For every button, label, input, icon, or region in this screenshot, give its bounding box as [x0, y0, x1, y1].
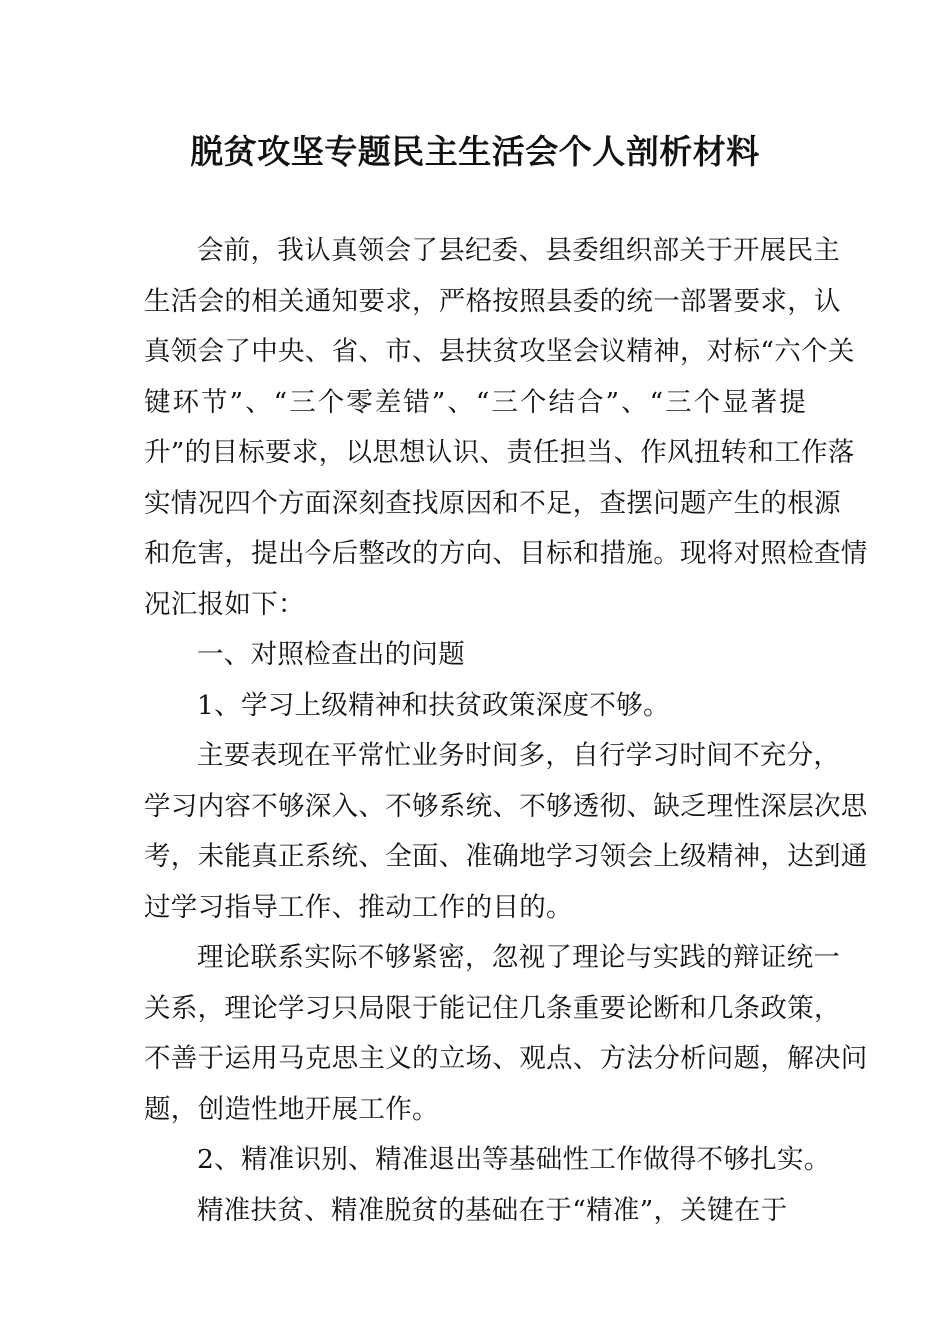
paragraph — [144, 731, 868, 933]
paragraph — [144, 933, 868, 1135]
paragraph — [144, 1186, 806, 1237]
paragraph-line: 实情况四个方面深刻查找原因和不足，查摆问题产生的根源 — [144, 487, 841, 519]
paragraph — [144, 226, 868, 630]
document-body — [144, 226, 868, 1236]
paragraph-line: 和危害，提出今后整改的方向、目标和措施。现将对照检查情 — [144, 538, 868, 569]
paragraph-line: 况汇报如下： — [144, 588, 305, 620]
paragraph-line: 键环节”、“三个零差错”、“三个结合”、“三个显著提 — [144, 386, 806, 418]
paragraph-line: 不善于运用马克思主义的立场、观点、方法分析问题，解决问 — [144, 1043, 868, 1074]
paragraph-line: 主要表现在平常忙业务时间多，自行学习时间不充分， — [197, 740, 841, 771]
paragraph-line: 一、对照检查出的问题 — [197, 639, 465, 670]
document-title: 脱贫攻坚专题民主生活会个人剖析材料 — [190, 132, 760, 171]
paragraph-line: 升”的目标要求，以思想认识、责任担当、作风扭转和工作落 — [144, 437, 855, 468]
paragraph-line: 1、学习上级精神和扶贫政策深度不够。 — [197, 689, 670, 721]
paragraph-line: 真领会了中央、省、市、县扶贫攻坚会议精神，对标“六个关 — [144, 336, 855, 367]
paragraph-line: 题，创造性地开展工作。 — [144, 1093, 439, 1125]
paragraph-line: 考，未能真正系统、全面、准确地学习领会上级精神，达到通 — [144, 841, 868, 872]
paragraph-line: 学习内容不够深入、不够系统、不够透彻、缺乏理性深层次思 — [144, 790, 868, 822]
paragraph-line: 理论联系实际不够紧密，忽视了理论与实践的辩证统一 — [197, 942, 841, 973]
paragraph-line: 精准扶贫、精准脱贫的基础在于“精准”，关键在于 — [197, 1194, 788, 1226]
paragraph-line: 会前，我认真领会了县纪委、县委组织部关于开展民主 — [197, 235, 841, 266]
paragraph-line: 过学习指导工作、推动工作的目的。 — [144, 891, 573, 923]
paragraph — [144, 681, 806, 732]
paragraph — [144, 1135, 831, 1186]
paragraph — [144, 630, 806, 681]
paragraph-line: 关系，理论学习只局限于能记住几条重要论断和几条政策， — [144, 992, 841, 1024]
paragraph-line: 生活会的相关通知要求，严格按照县委的统一部署要求，认 — [144, 285, 841, 317]
paragraph-line: 2、精准识别、精准退出等基础性工作做得不够扎实。 — [197, 1144, 831, 1175]
